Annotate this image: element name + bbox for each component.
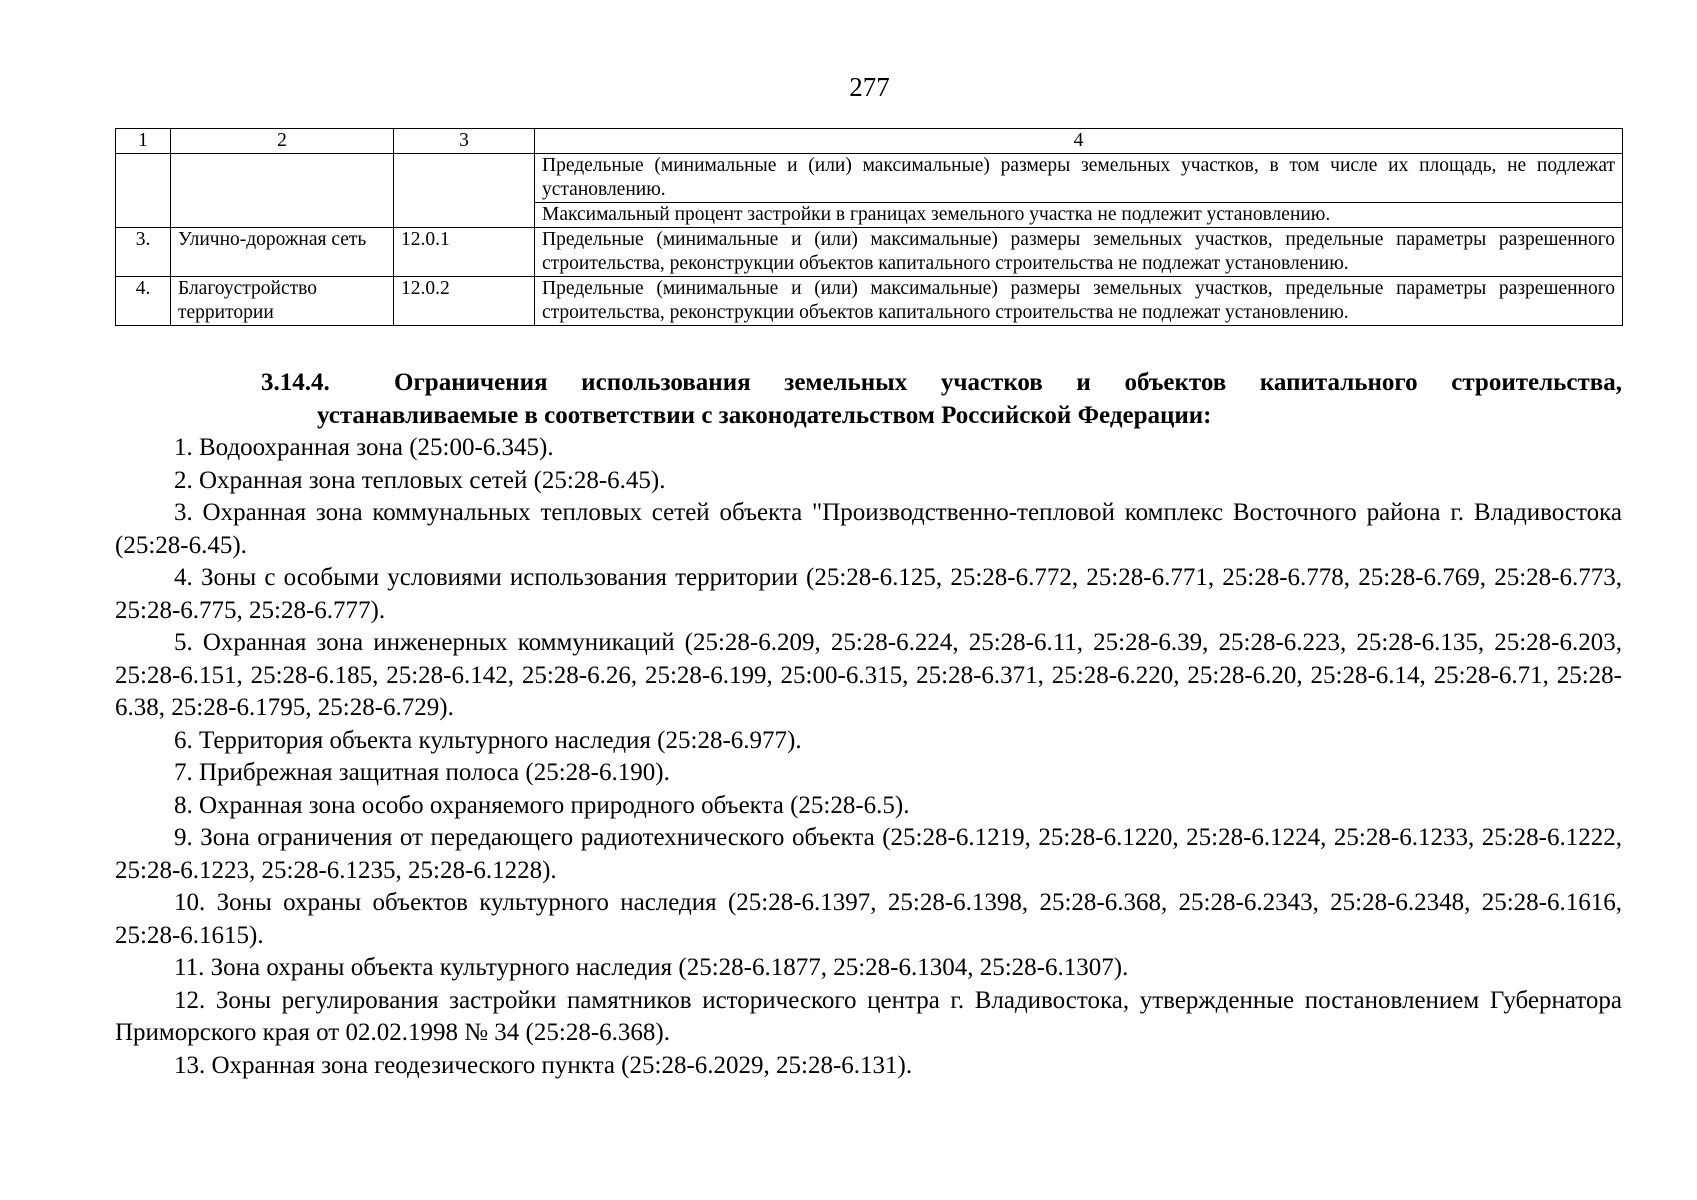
list-item: 6. Территория объекта культурного наследия (25:28-6.977). xyxy=(174,726,802,754)
section-heading xyxy=(115,367,1622,432)
table-cell-name: Улично-дорожная сеть xyxy=(171,228,394,277)
list-item: 12. Зоны регулирования застройки памятников исторического центра г. Владивостока, утвержденные постановлением Губернатора Приморского края от 02.02.1998 № 34 (25:28-6.368). xyxy=(115,986,1622,1046)
table-cell-params: Предельные (минимальные и (или) максимальные) размеры земельных участков, предельные параметры разрешенного строительства, реконструкции объектов капитального строительства не подлежат установлению. xyxy=(535,228,1623,277)
page-number: 277 xyxy=(849,72,890,102)
list-item: 13. Охранная зона геодезического пункта (25:28-6.2029, 25:28-6.131). xyxy=(174,1051,913,1079)
restrictions-section xyxy=(115,367,1622,1082)
table-cell-code: 12.0.2 xyxy=(394,277,535,326)
list-item: 7. Прибрежная защитная полоса (25:28-6.190). xyxy=(174,759,670,786)
column-header-4: 4 xyxy=(535,129,1623,154)
table-cell-empty xyxy=(171,154,394,228)
list-item: 8. Охранная зона особо охраняемого природного объекта (25:28-6.5). xyxy=(174,791,910,819)
list-item: 1. Водоохранная зона (25:00-6.345). xyxy=(174,434,554,461)
table-cell-empty xyxy=(116,154,171,228)
section-title: Ограничения использования земельных участков и объектов капитального строительства, устанавливаемые в соответствии с законодательством Российской Федерации: xyxy=(317,369,1622,429)
list-item: 11. Зона охраны объекта культурного наследия (25:28-6.1877, 25:28-6.1304, 25:28-6.1307). xyxy=(174,954,1129,981)
column-header-2: 2 xyxy=(171,129,394,154)
list-item: 3. Охранная зона коммунальных тепловых сетей объекта "Производственно-тепловой комплекс Восточного района г. Владивостока (25:28-6.45). xyxy=(115,499,1622,559)
table-cell-params: Предельные (минимальные и (или) максимальные) размеры земельных участков, предельные параметры разрешенного строительства, реконструкции объектов капитального строительства не подлежат установлению. xyxy=(535,277,1623,326)
table-row xyxy=(116,228,1623,277)
table-cell-params: Предельные (минимальные и (или) максимальные) размеры земельных участков, в том числе их площадь, не подлежат установлению. xyxy=(535,154,1623,203)
list-item: 9. Зона ограничения от передающего радиотехнического объекта (25:28-6.1219, 25:28-6.1220, 25:28-6.1224, 25:28-6.1233, 25:28-6.1222, 25:28-6.1223, 25:28-6.1235, 25:28-6.1228). xyxy=(115,824,1622,884)
column-header-1: 1 xyxy=(116,129,171,154)
section-number: 3.14.4. xyxy=(261,369,330,396)
table-cell-name: Благоустройство территории xyxy=(171,277,394,326)
list-item: 2. Охранная зона тепловых сетей (25:28-6.45). xyxy=(174,466,666,494)
column-header-3: 3 xyxy=(394,129,535,154)
table-cell-params: Максимальный процент застройки в границах земельного участка не подлежит установлению. xyxy=(535,203,1623,228)
restrictions-table xyxy=(115,128,1623,326)
list-item: 10. Зоны охраны объектов культурного наследия (25:28-6.1397, 25:28-6.1398, 25:28-6.368, 25:28-6.2343, 25:28-6.2348, 25:28-6.1616, 25:28-6.1615). xyxy=(115,889,1622,949)
table-cell-empty xyxy=(394,154,535,228)
list-item: 5. Охранная зона инженерных коммуникаций (25:28-6.209, 25:28-6.224, 25:28-6.11, 25:28-6.39, 25:28-6.223, 25:28-6.135, 25:28-6.203, 25:28-6.151, 25:28-6.185, 25:28-6.142, 25:28-6.26, 25:28-6.199, 25:00-6.315, 25:28-6.371, 25:28-6.220, 25:28-6.20, 25:28-6.14, 25:28-6.71, 25:28-6.38, 25:28-6.1795, 25:28-6.729). xyxy=(115,629,1622,721)
table-cell-code: 12.0.1 xyxy=(394,228,535,277)
table-header-row xyxy=(116,129,1623,154)
list-item: 4. Зоны с особыми условиями использования территории (25:28-6.125, 25:28-6.772, 25:28-6.771, 25:28-6.778, 25:28-6.769, 25:28-6.773, 25:28-6.775, 25:28-6.777). xyxy=(115,564,1622,624)
table-cell-number: 3. xyxy=(116,228,171,277)
table-row xyxy=(116,154,1623,203)
table-cell-number: 4. xyxy=(116,277,171,326)
table-row xyxy=(116,277,1623,326)
